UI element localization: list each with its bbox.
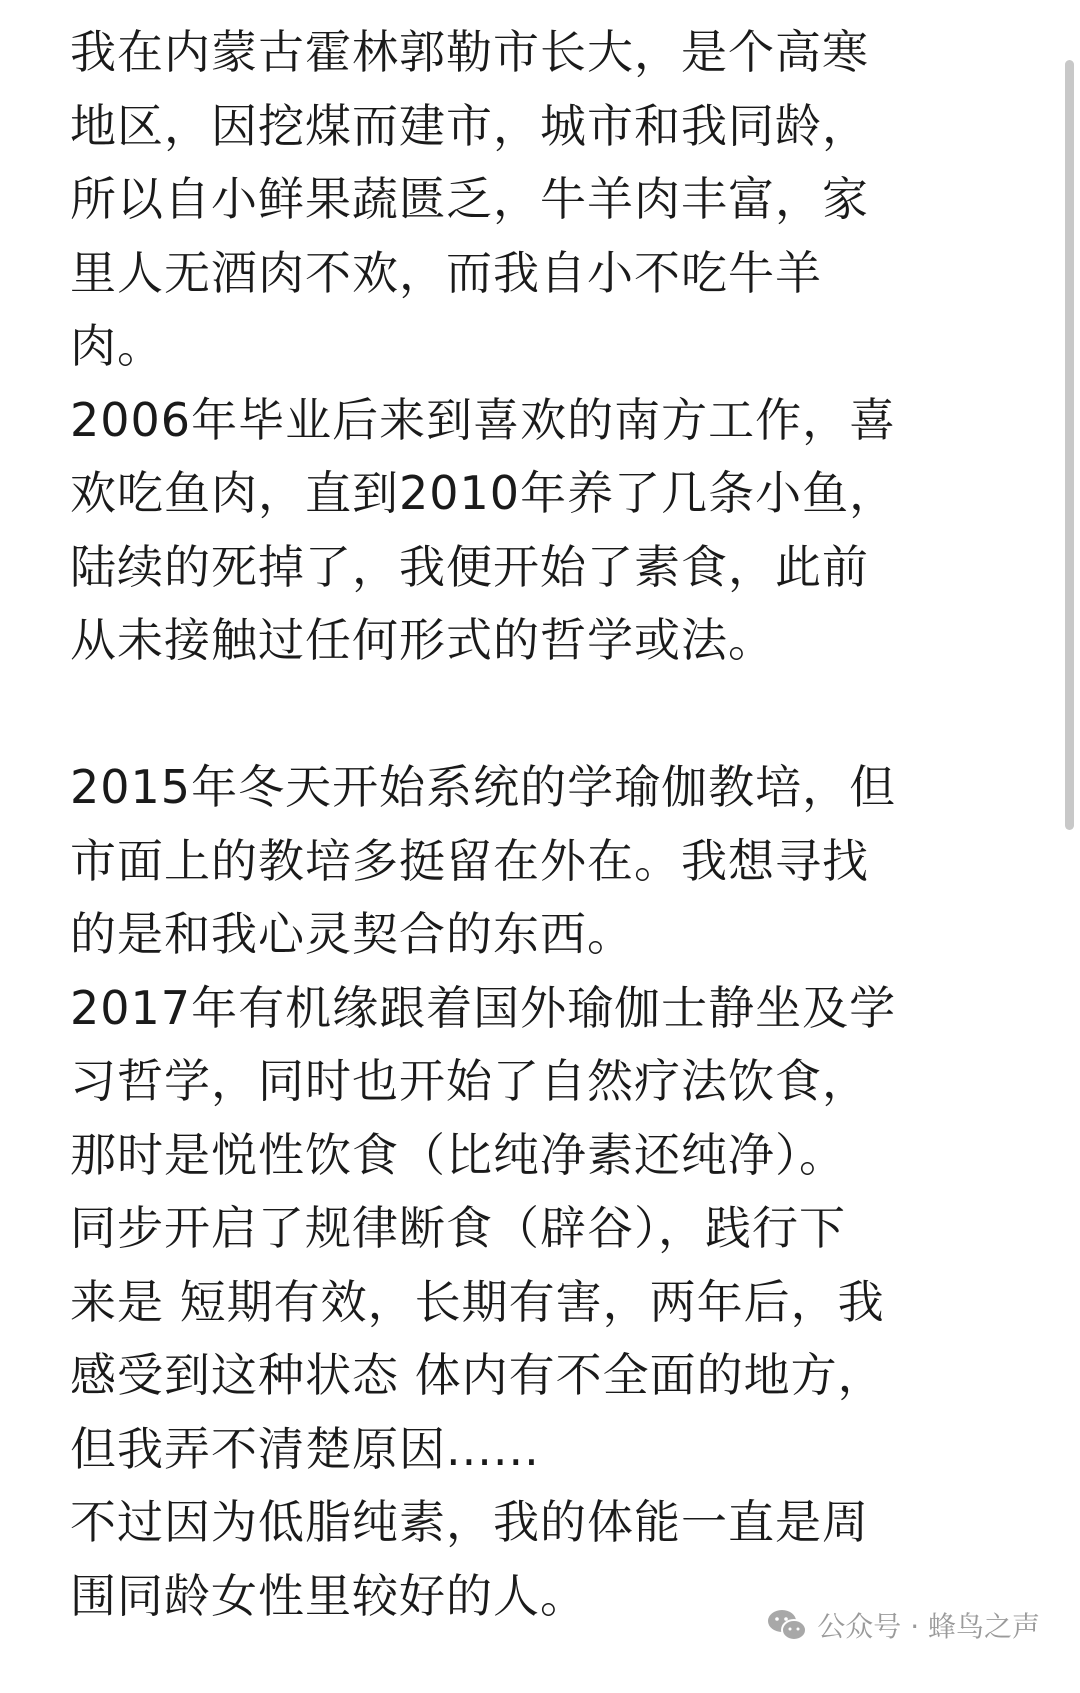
text-line: 2017年有机缘跟着国外瑜伽士静坐及学 bbox=[70, 980, 897, 1035]
text-line: 肉。 bbox=[70, 319, 164, 373]
text-line: 2006年毕业后来到喜欢的南方工作，喜 bbox=[70, 392, 897, 447]
paragraph-2006 bbox=[70, 384, 1000, 678]
text-line: 地区，因挖煤而建市，城市和我同龄， bbox=[70, 98, 869, 153]
text-line: 的是和我心灵契合的东西。 bbox=[70, 907, 634, 961]
text-line: 从未接触过任何形式的哲学或法。 bbox=[70, 613, 775, 667]
text-line: 感受到这种状态 体内有不全面的地方， bbox=[70, 1348, 885, 1402]
article-body bbox=[70, 16, 1000, 1633]
wechat-icon bbox=[767, 1608, 807, 1642]
text-line: 陆续的死掉了，我便开始了素食，此前 bbox=[70, 539, 869, 594]
text-line: 所以自小鲜果蔬匮乏，牛羊肉丰富，家 bbox=[70, 172, 869, 226]
vertical-scrollbar[interactable] bbox=[1065, 60, 1074, 830]
text-line: 那时是悦性饮食（比纯净素还纯净）。 bbox=[70, 1127, 846, 1182]
watermark bbox=[767, 1605, 1040, 1645]
paragraph-childhood bbox=[70, 16, 1000, 384]
text-line: 不过因为低脂纯素，我的体能一直是周 bbox=[70, 1495, 869, 1549]
text-line: 市面上的教培多挺留在外在。我想寻找 bbox=[70, 833, 869, 888]
text-line: 里人无酒肉不欢，而我自小不吃牛羊 bbox=[70, 245, 822, 300]
watermark-text: 公众号 · 蜂鸟之声 bbox=[817, 1610, 1040, 1643]
paragraph-2017 bbox=[70, 972, 1000, 1487]
paragraph-gap bbox=[70, 678, 1000, 752]
text-line: 2015年冬天开始系统的学瑜伽教培，但 bbox=[70, 760, 897, 814]
paragraph-2015 bbox=[70, 751, 1000, 972]
text-line: 欢吃鱼肉，直到2010年养了几条小鱼， bbox=[70, 466, 897, 520]
text-line: 来是 短期有效，长期有害，两年后，我 bbox=[70, 1274, 885, 1329]
previous-line-fragment bbox=[70, 0, 950, 6]
text-line: 我在内蒙古霍林郭勒市长大，是个高寒 bbox=[70, 25, 869, 79]
text-line: 围同龄女性里较好的人。 bbox=[70, 1568, 587, 1623]
text-line: 习哲学，同时也开始了自然疗法饮食， bbox=[70, 1054, 869, 1108]
text-line: 同步开启了规律断食（辟谷），践行下 bbox=[70, 1201, 846, 1255]
text-line: 但我弄不清楚原因...... bbox=[70, 1421, 540, 1476]
previous-line-text bbox=[70, 0, 950, 6]
